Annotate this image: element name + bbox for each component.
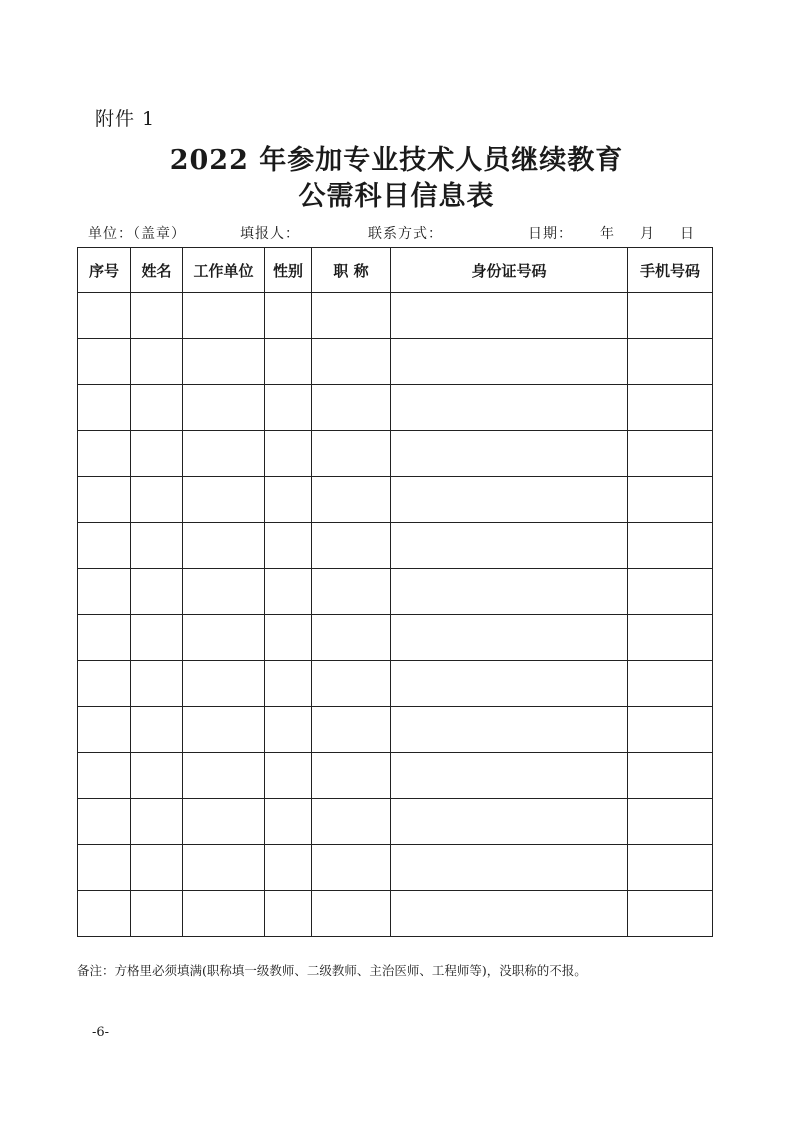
table-row [78,753,713,799]
table-row [78,707,713,753]
table-cell[interactable] [78,569,131,615]
table-cell[interactable] [312,799,391,845]
table-cell[interactable] [78,799,131,845]
table-cell[interactable] [391,385,628,431]
table-cell[interactable] [312,707,391,753]
table-cell[interactable] [131,431,183,477]
table-cell[interactable] [312,569,391,615]
table-cell[interactable] [183,293,265,339]
table-cell[interactable] [391,799,628,845]
table-cell[interactable] [628,891,713,937]
col-header-name: 姓名 [131,248,183,293]
table-cell[interactable] [183,385,265,431]
table-cell[interactable] [312,891,391,937]
table-cell[interactable] [265,799,312,845]
table-cell[interactable] [628,569,713,615]
table-cell[interactable] [391,707,628,753]
table-cell[interactable] [628,477,713,523]
table-row [78,569,713,615]
table-cell[interactable] [265,569,312,615]
table-row [78,523,713,569]
table-row [78,431,713,477]
table-cell[interactable] [131,707,183,753]
table-cell[interactable] [131,661,183,707]
filler-label: 填报人： [240,226,300,242]
table-body [78,293,713,937]
table-cell[interactable] [391,477,628,523]
table-cell[interactable] [183,661,265,707]
table-cell[interactable] [628,707,713,753]
date-month-label: 月 [640,226,655,242]
table-row [78,661,713,707]
table-cell[interactable] [391,339,628,385]
table-cell[interactable] [265,431,312,477]
table-cell[interactable] [312,339,391,385]
col-header-phone: 手机号码 [628,248,713,293]
table-cell[interactable] [183,753,265,799]
form-title-line-1: 2022 年参加专业技术人员继续教育 [169,145,624,176]
table-cell[interactable] [131,477,183,523]
table-cell[interactable] [78,523,131,569]
table-cell[interactable] [265,845,312,891]
table-header-row [78,248,713,293]
table-cell[interactable] [265,477,312,523]
table-cell[interactable] [391,661,628,707]
table-cell[interactable] [312,661,391,707]
table-cell[interactable] [131,339,183,385]
table-cell[interactable] [312,753,391,799]
table-cell[interactable] [78,431,131,477]
form-title-line-2: 公需科目信息表 [298,181,495,212]
table-cell[interactable] [131,799,183,845]
col-header-workplace: 工作单位 [183,248,265,293]
table-cell[interactable] [391,431,628,477]
table-cell[interactable] [183,477,265,523]
table-cell[interactable] [628,845,713,891]
table-cell[interactable] [628,753,713,799]
table-cell[interactable] [628,339,713,385]
table-cell[interactable] [265,339,312,385]
table-cell[interactable] [312,477,391,523]
table-row [78,477,713,523]
contact-label: 联系方式： [368,226,443,242]
table-cell[interactable] [312,845,391,891]
table-cell[interactable] [312,615,391,661]
remark-note: 备注：方格里必须填满(职称填一级教师、二级教师、主治医师、工程师等)，没职称的不报。 [77,963,587,978]
table-cell[interactable] [78,753,131,799]
table-cell[interactable] [183,891,265,937]
table-cell[interactable] [312,293,391,339]
table-cell[interactable] [78,707,131,753]
table-cell[interactable] [391,569,628,615]
col-header-gender: 性别 [265,248,312,293]
table-cell[interactable] [131,569,183,615]
table-cell[interactable] [628,661,713,707]
table-cell[interactable] [131,615,183,661]
table-cell[interactable] [131,891,183,937]
table-cell[interactable] [131,845,183,891]
table-row [78,891,713,937]
attachment-label: 附件 1 [95,108,156,130]
table-row [78,845,713,891]
table-cell[interactable] [391,891,628,937]
table-cell[interactable] [183,569,265,615]
table-cell[interactable] [628,523,713,569]
table-cell[interactable] [391,293,628,339]
table-cell[interactable] [78,293,131,339]
date-day-label: 日 [680,226,695,242]
col-header-index: 序号 [78,248,131,293]
table-row [78,293,713,339]
table-cell[interactable] [78,339,131,385]
table-cell[interactable] [265,661,312,707]
table-row [78,615,713,661]
table-cell[interactable] [183,799,265,845]
table-cell[interactable] [78,385,131,431]
table-row [78,799,713,845]
unit-stamp-label: 单位：（盖章） [88,226,186,242]
table-cell[interactable] [131,293,183,339]
table-cell[interactable] [131,753,183,799]
table-cell[interactable] [265,891,312,937]
col-header-id-number: 身份证号码 [391,248,628,293]
table-cell[interactable] [131,385,183,431]
table-cell[interactable] [391,845,628,891]
info-table [77,247,713,937]
table-cell[interactable] [391,615,628,661]
table-cell[interactable] [78,661,131,707]
table-cell[interactable] [391,753,628,799]
table-cell[interactable] [265,707,312,753]
table-cell[interactable] [312,431,391,477]
table-cell[interactable] [265,615,312,661]
table-cell[interactable] [78,845,131,891]
table-cell[interactable] [183,431,265,477]
date-label: 日期： [528,226,573,242]
table-cell[interactable] [183,707,265,753]
table-cell[interactable] [628,431,713,477]
table-cell[interactable] [78,477,131,523]
table-cell[interactable] [183,339,265,385]
date-year-label: 年 [600,226,615,242]
table-cell[interactable] [391,523,628,569]
table-cell[interactable] [265,385,312,431]
table-cell[interactable] [78,615,131,661]
table-row [78,339,713,385]
table-cell[interactable] [131,523,183,569]
table-cell[interactable] [312,523,391,569]
table-cell[interactable] [628,615,713,661]
table-cell[interactable] [312,385,391,431]
table-cell[interactable] [265,523,312,569]
table-cell[interactable] [183,615,265,661]
col-header-title: 职 称 [312,248,391,293]
page-number: -6- [92,1025,110,1040]
table-cell[interactable] [78,891,131,937]
table-cell[interactable] [183,845,265,891]
table-cell[interactable] [628,799,713,845]
table-row [78,385,713,431]
table-cell[interactable] [183,523,265,569]
table-cell[interactable] [265,753,312,799]
table-cell[interactable] [628,293,713,339]
table-cell[interactable] [628,385,713,431]
table-cell[interactable] [265,293,312,339]
